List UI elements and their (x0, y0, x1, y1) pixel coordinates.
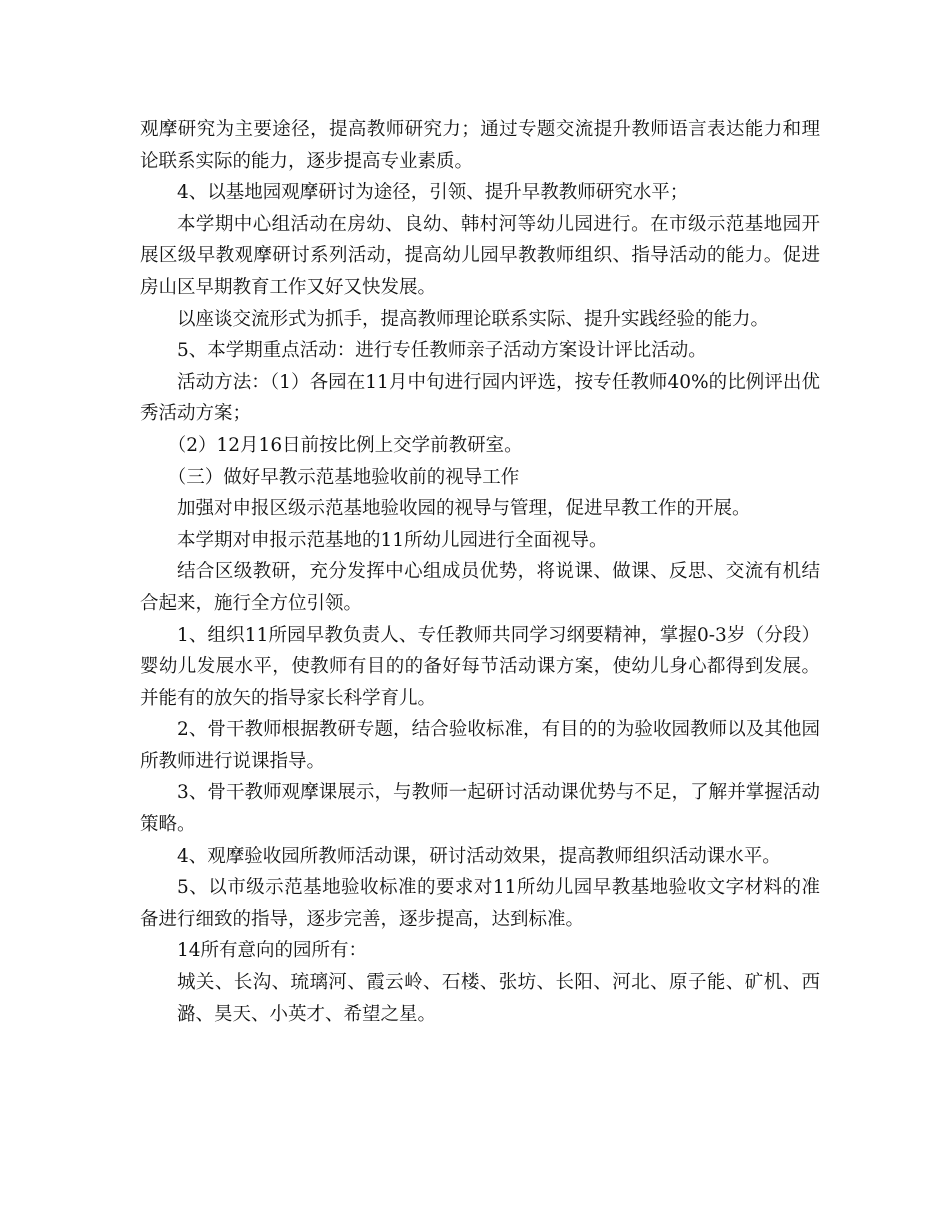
paragraph-1: 观摩研究为主要途径，提高教师研究力；通过专题交流提升教师语言表达能力和理论联系实际的能力，逐步提高专业素质。 (140, 119, 820, 172)
paragraph-14: 3、骨干教师观摩课展示，与教师一起研讨活动课优势与不足，了解并掌握活动策略。 (140, 782, 820, 836)
paragraph-16: 5、以市级示范基地验收标准的要求对11所幼儿园早教基地验收文字材料的准备进行细致的指导，逐步完善，逐步提高，达到标准。 (140, 877, 820, 930)
paragraph-3: 本学期中心组活动在房幼、良幼、韩村河等幼儿园进行。在市级示范基地园开展区级早教观摩研讨系列活动，提高幼儿园早教教师组织、指导活动的能力。促进房山区早期教育工作又好又快发展。 (140, 213, 820, 298)
document-body (140, 114, 820, 1030)
paragraph-4: 以座谈交流形式为抓手，提高教师理论联系实际、提升实践经验的能力。 (177, 308, 770, 330)
paragraph-9: 加强对申报区级示范基地验收园的视导与管理，促进早教工作的开展。 (177, 498, 751, 520)
paragraph-15: 4、观摩验收园所教师活动课，研讨活动效果，提高教师组织活动课水平。 (177, 845, 781, 867)
paragraph-5: 5、本学期重点活动：进行专任教师亲子活动方案设计评比活动。 (177, 340, 707, 362)
paragraph-13: 2、骨干教师根据教研专题，结合验收标准，有目的的为验收园教师以及其他园所教师进行说课指导。 (140, 719, 820, 772)
paragraph-6: 活动方法：（1）各园在11月中旬进行园内评选，按专任教师40%的比例评出优秀活动方案； (140, 371, 820, 425)
kindergarten-list: 城关、长沟、琉璃河、霞云岭、石楼、张坊、长阳、河北、原子能、矿机、西潞、昊天、小英才、希望之星。 (177, 972, 820, 1025)
paragraph-17: 14所有意向的园所有： (177, 940, 368, 962)
paragraph-10: 本学期对申报示范基地的11所幼儿园进行全面视导。 (177, 529, 608, 551)
paragraph-12: 1、组织11所园早教负责人、专任教师共同学习纲要精神，掌握0-3岁（分段）婴幼儿发展水平，使教师有目的的备好每节活动课方案，使幼儿身心都得到发展。并能有的放矢的指导家长科学育儿。 (140, 624, 820, 709)
paragraph-2: 4、以基地园观摩研讨为途径，引领、提升早教教师研究水平； (177, 182, 689, 204)
section-heading-3: （三）做好早教示范基地验收前的视导工作 (167, 466, 520, 488)
paragraph-7: （2）12月16日前按比例上交学前教研室。 (167, 434, 523, 456)
paragraph-11: 结合区级教研，充分发挥中心组成员优势，将说课、做课、反思、交流有机结合起来，施行全方位引领。 (140, 561, 820, 614)
